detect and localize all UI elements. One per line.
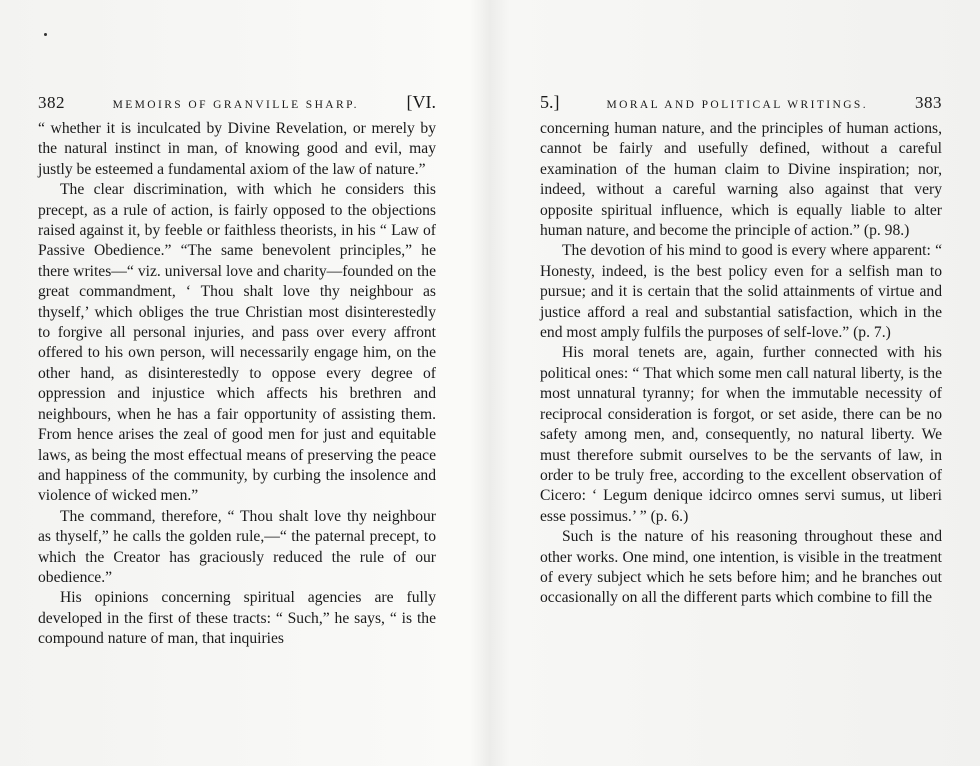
paragraph: His opinions concerning spiritual agencies are fully developed in the first of these tracts: “ Such,” he says, “ is the compound nature of man, that inquiries	[38, 589, 436, 648]
left-page-header	[38, 92, 436, 113]
page-number: 383	[914, 93, 942, 112]
right-page-header	[540, 92, 942, 113]
ink-speck	[44, 33, 47, 36]
page-number: 382	[38, 93, 65, 112]
paragraph: The clear discrimination, with which he considers this precept, as a rule of action, is fairly opposed to the objections raised against it, by feeble or faithless theorists, in his “ Law of Passive Obedience.” “The same benevolent principles,” he there writes—“ viz. universal love and charity—founded on the great commandment, ‘ Thou shalt love thy neighbour as thyself,’ which obliges the true Christian most disinterestedly to forgive all personal injuries, and pass over every affront offered to his own person, will necessarily engage him, on the other hand, as disinterestedly to oppose every degree of oppression and injustice which affects his brethren and neighbours, when he has a fair opportunity of assisting them. From hence arises the zeal of good men for just and equitable laws, as being the most effectual means of preserving the peace and happiness of the community, by curbing the insolence and violence of wicked men.”	[38, 181, 436, 505]
chapter-marker: 5.]	[540, 92, 560, 112]
running-head: MEMOIRS OF GRANVILLE SHARP.	[112, 99, 359, 111]
paragraph: His moral tenets are, again, further connected with his political ones: “ That which some men call natural liberty, is the most unnatural tyranny; for when the immutable necessity of reciprocal consideration is forgot, or set aside, there can be no safety among men, and, consequently, no natural liberty. We must therefore submit ourselves to be the servants of law, in order to be truly free, according to the excellent observation of Cicero: ‘ Legum denique idcirco omnes servi sumus, ut liberi esse possimus.’ ” (p. 6.)	[540, 344, 942, 525]
chapter-marker: [VI.	[406, 92, 436, 112]
paragraph: The devotion of his mind to good is every where apparent: “ Honesty, indeed, is the best policy even for a selfish man to pursue; and it is certain that the solid attainments of virtue and justice afford a real and substantial satisfaction, which in the end most amply fulfils the purposes of self-love.” (p. 7.)	[540, 242, 942, 342]
paragraph: “ whether it is inculcated by Divine Revelation, or merely by the natural instinct in man, of knowing good and evil, may justly be esteemed a fundamental axiom of the law of nature.”	[38, 120, 436, 178]
running-head: MORAL AND POLITICAL WRITINGS.	[606, 99, 868, 111]
left-page-body	[38, 119, 436, 650]
paragraph: The command, therefore, “ Thou shalt love thy neighbour as thyself,” he calls the golden rule,—“ the paternal precept, to which the Creator has graciously reduced the rule of our obedience.”	[38, 507, 436, 586]
right-page-body	[540, 119, 942, 609]
paragraph: Such is the nature of his reasoning throughout these and other works. One mind, one intention, is visible in the treatment of every subject which he sets before him; and he branches out occasionally on all the different parts which combine to fill the	[540, 528, 942, 607]
paragraph: concerning human nature, and the principles of human actions, cannot be fairly and usefully defined, without a careful examination of the human claim to Divine inspiration; nor, indeed, without a careful warning also against that very opposite spiritual influence, which is equally liable to alter human nature, and become the principle of action.” (p. 98.)	[540, 120, 942, 240]
right-page	[540, 92, 942, 609]
left-page	[38, 92, 436, 650]
